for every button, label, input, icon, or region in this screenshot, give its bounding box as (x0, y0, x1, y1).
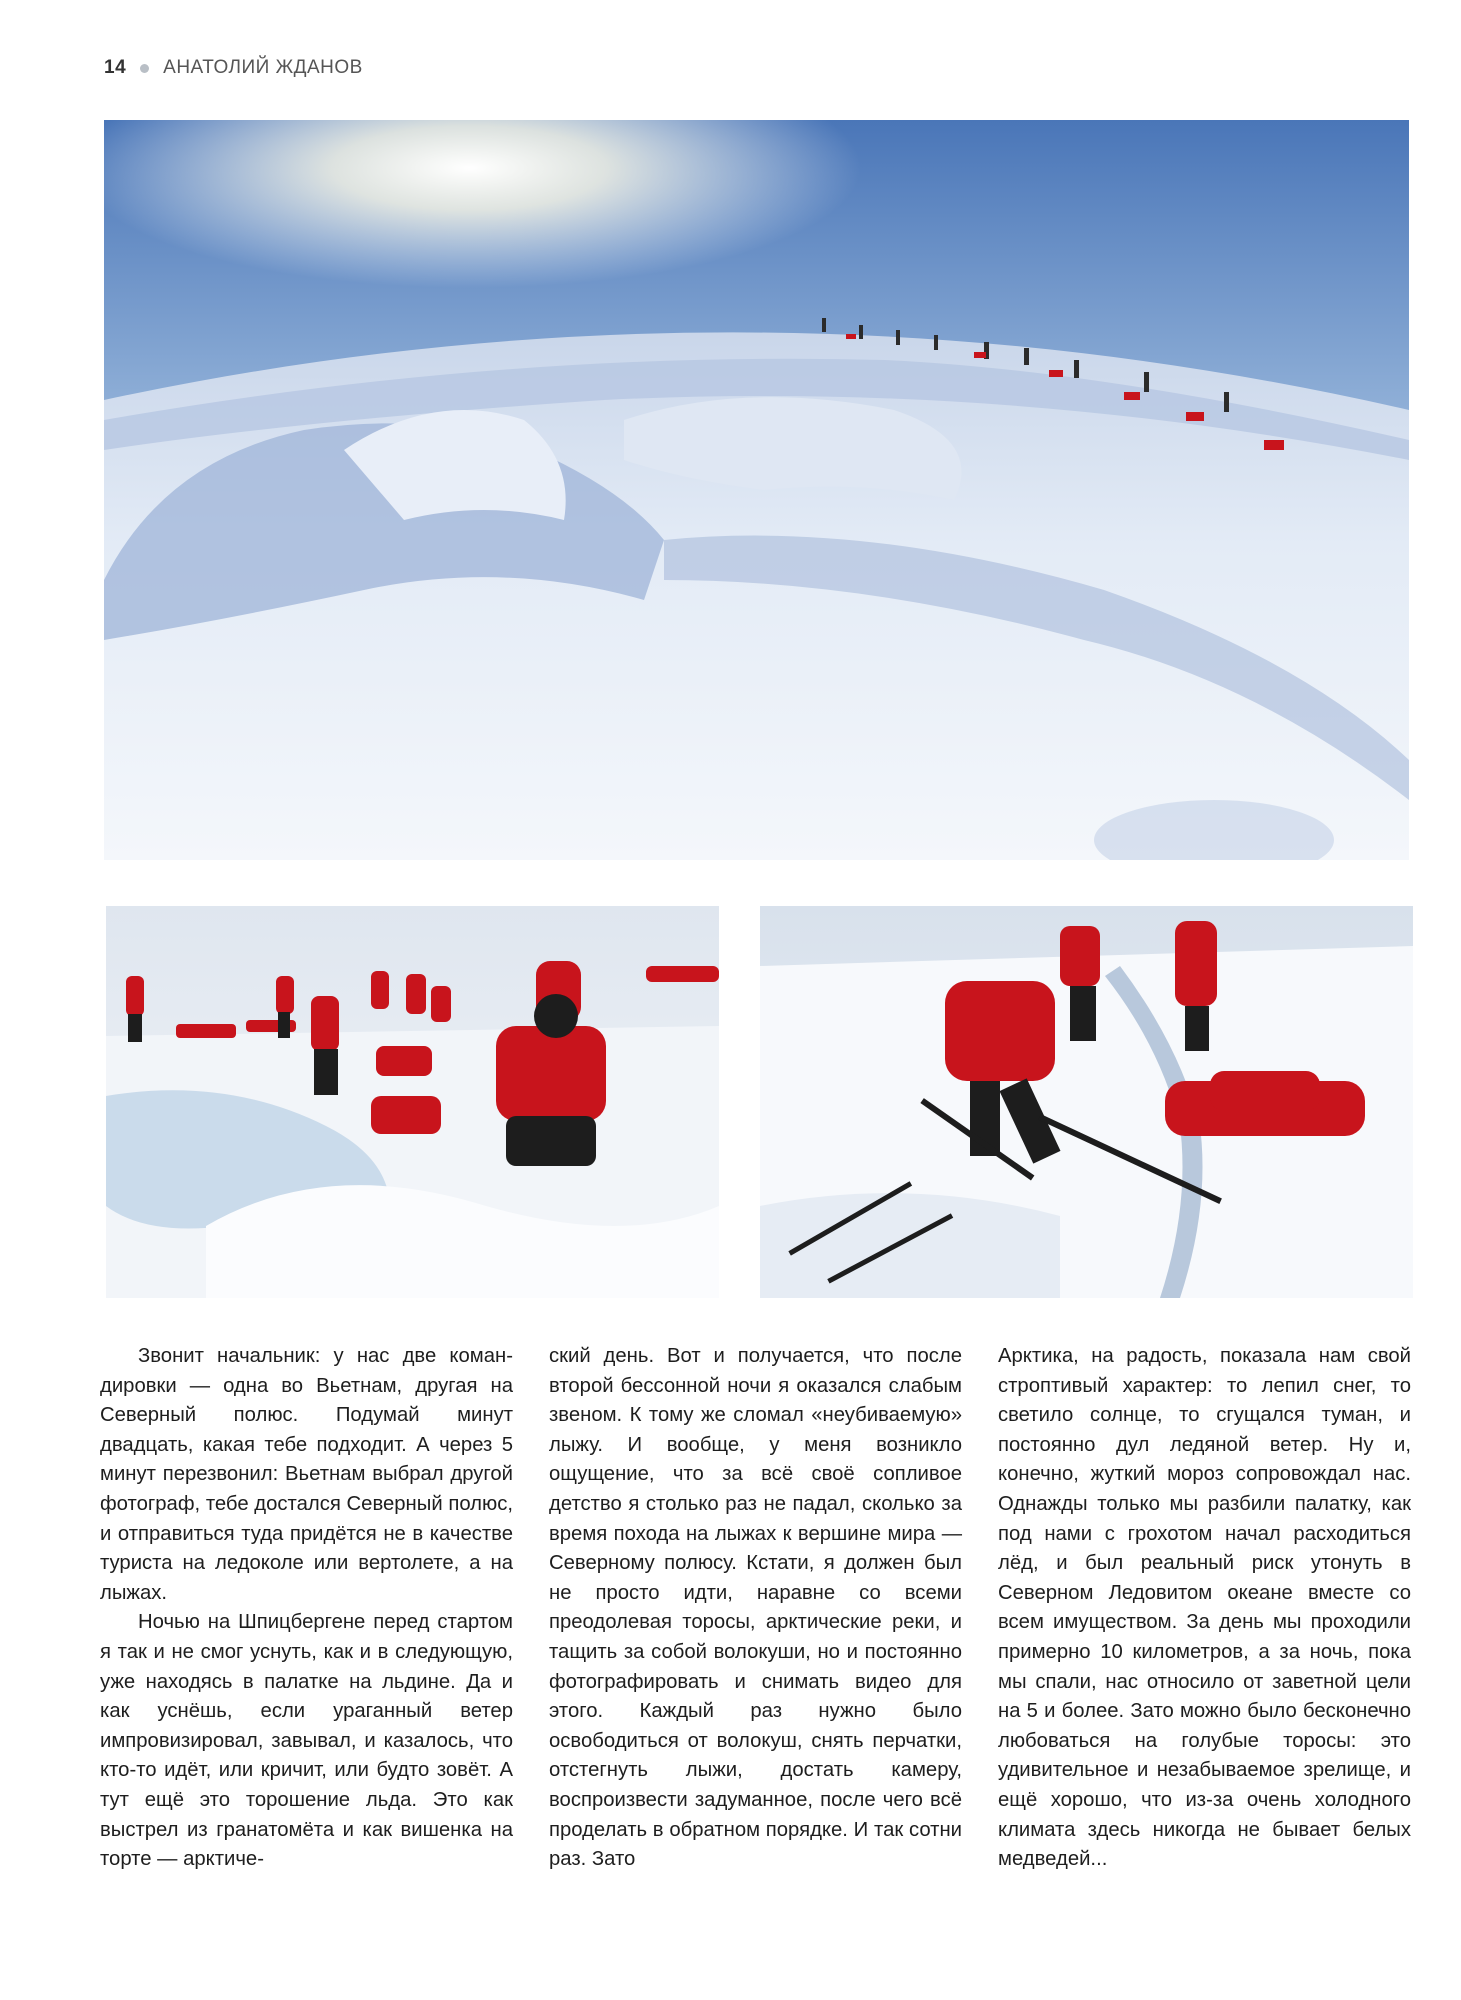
paragraph: Звонит начальник: у нас две командировки — одна во Вьетнам, другая на Северный полюс. Подумай минут двадцать, какая тебе подходит. А через 5 минут перезвонил: Вьетнам выбрал другой фотограф, тебе достался Северный полюс, и отправиться туда придётся не в качестве туриста на ледоколе или вертолете, а на лыжах. (100, 1345, 513, 1604)
page-number: 14 (104, 57, 127, 78)
photo-team-crossing-ice (106, 906, 719, 1298)
text-column-3 (998, 1342, 1411, 1875)
photo-arctic-panorama (104, 120, 1409, 860)
paragraph: ский день. Вот и получается, что после второй бессонной ночи я оказался слабым звеном. К тому же сломал «неубиваемую» лыжу. И вообще, у меня возникло ощущение, что за всё своё сопливое детство я столько раз не падал, сколько за время похода на лыжах к вершине мира — Северному полюсу. Кстати, я должен был не просто идти, наравне со всеми преодолевая торосы, арктические реки, и тащить за собой волокуши, но и постоянно фотографировать и снимать видео для этого. Каждый раз нужно было освободиться от волокуш, снять перчатки, отстегнуть лыжи, достать камеру, воспроизвести задуманное, после чего всё проделать в обратном порядке. И так сотни раз. Зато (549, 1345, 962, 1871)
running-header (104, 56, 363, 80)
paragraph: Ночью на Шпицбергене перед стартом я так и не смог уснуть, как и в следующую, уже находясь в палатке на льдине. Да и как уснёшь, если ураганный ветер импровизировал, завывал, и казалось, что кто-то идёт, или кричит, или будто зовёт. А тут ещё это торошение льда. Это как выстрел из гранатомёта и как вишенка на торте — арктиче- (100, 1611, 513, 1871)
text-column-2 (549, 1342, 962, 1875)
photo-skier-crossing-crack (760, 906, 1413, 1298)
paragraph: Арктика, на радость, показала нам свой строптивый характер: то лепил снег, то светило солнце, то сгущался туман, и постоянно дул ледяной ветер. Ну и, конечно, жуткий мороз сопровождал нас. Однажды только мы разбили палатку, как под нами с грохотом начал расходиться лёд, и был реальный риск утонуть в Северном Ледовитом океане вместе со всем имуществом. За день мы проходили примерно 10 километров, а за ночь, пока мы спали, нас относило от заветной цели на 5 и более. Зато можно было бесконечно любоваться на голубые торосы: это удивительное и незабываемое зрелище, и ещё хорошо, что из-за очень холодного климата здесь никогда не бывает белых медведей... (998, 1345, 1411, 1871)
author-name: АНАТОЛИЙ ЖДАНОВ (163, 57, 363, 78)
text-column-1 (100, 1342, 513, 1875)
separator-dot (140, 64, 149, 73)
article-text (100, 1342, 1412, 1875)
